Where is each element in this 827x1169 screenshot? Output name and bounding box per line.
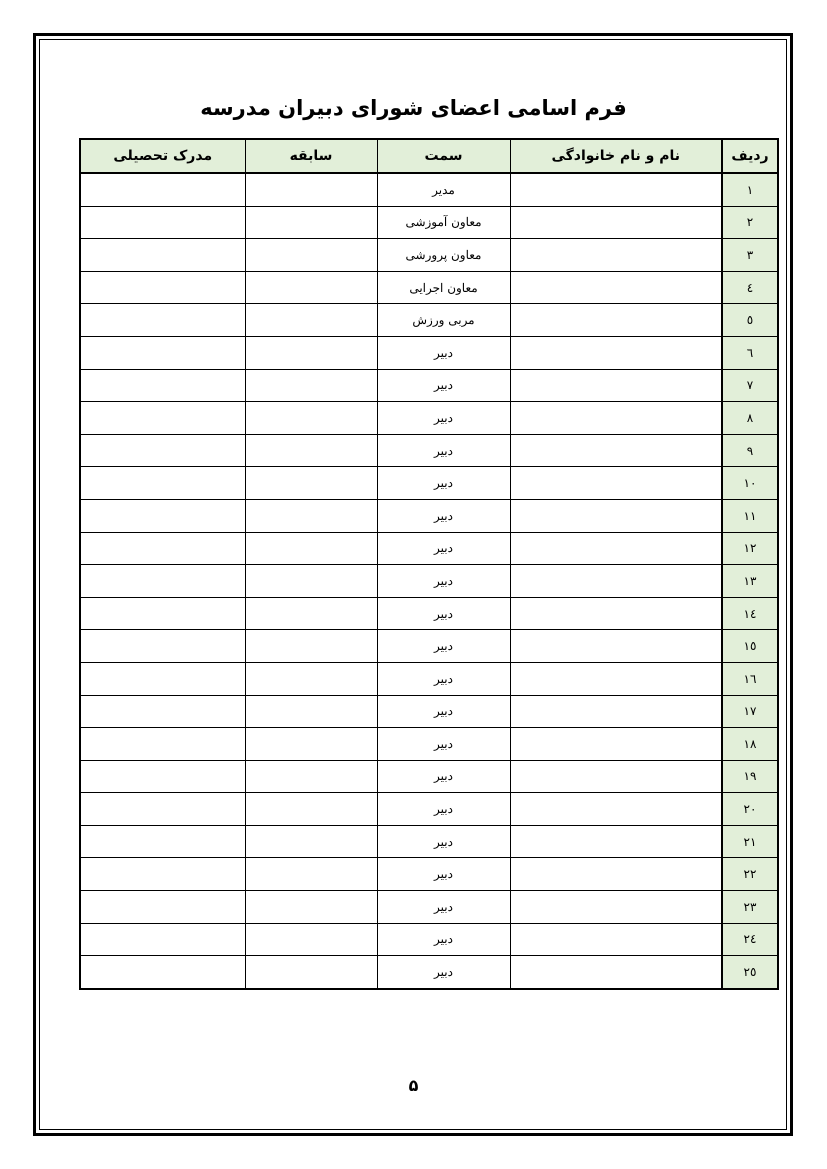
full-name-cell[interactable]: [510, 858, 722, 891]
position-cell: دبیر: [377, 369, 510, 402]
table-row: [80, 173, 778, 206]
full-name-cell[interactable]: [510, 728, 722, 761]
experience-cell[interactable]: [245, 695, 377, 728]
row-number-cell: ۱۹: [722, 760, 778, 793]
row-number-cell: ۹: [722, 434, 778, 467]
row-number-cell: ۸: [722, 402, 778, 435]
header-degree: مدرک تحصیلی: [80, 139, 245, 173]
experience-cell[interactable]: [245, 239, 377, 272]
experience-cell[interactable]: [245, 565, 377, 598]
position-cell: دبیر: [377, 728, 510, 761]
experience-cell[interactable]: [245, 206, 377, 239]
full-name-cell[interactable]: [510, 467, 722, 500]
header-experience: سابقه: [245, 139, 377, 173]
position-cell: معاون آموزشی: [377, 206, 510, 239]
page-number: ۵: [408, 1076, 419, 1095]
row-number-cell: ۱٥: [722, 630, 778, 663]
position-cell: دبیر: [377, 532, 510, 565]
experience-cell[interactable]: [245, 923, 377, 956]
experience-cell[interactable]: [245, 304, 377, 337]
degree-cell[interactable]: [80, 271, 245, 304]
position-cell: معاون پرورشی: [377, 239, 510, 272]
table-row: [80, 793, 778, 826]
full-name-cell[interactable]: [510, 760, 722, 793]
row-number-cell: ٦: [722, 336, 778, 369]
full-name-cell[interactable]: [510, 499, 722, 532]
row-number-cell: ٤: [722, 271, 778, 304]
table-row: [80, 499, 778, 532]
table-row: [80, 923, 778, 956]
row-number-cell: ٢٤: [722, 923, 778, 956]
degree-cell[interactable]: [80, 760, 245, 793]
position-cell: دبیر: [377, 467, 510, 500]
row-number-cell: ۱۷: [722, 695, 778, 728]
experience-cell[interactable]: [245, 728, 377, 761]
full-name-cell[interactable]: [510, 565, 722, 598]
position-cell: دبیر: [377, 858, 510, 891]
table-row: [80, 760, 778, 793]
experience-cell[interactable]: [245, 662, 377, 695]
degree-cell[interactable]: [80, 304, 245, 337]
position-cell: دبیر: [377, 597, 510, 630]
row-number-cell: ۲۱: [722, 825, 778, 858]
full-name-cell[interactable]: [510, 630, 722, 663]
position-cell: دبیر: [377, 662, 510, 695]
full-name-cell[interactable]: [510, 923, 722, 956]
degree-cell[interactable]: [80, 728, 245, 761]
header-position: سمت: [377, 139, 510, 173]
row-number-cell: ۲۰: [722, 793, 778, 826]
table-row: [80, 206, 778, 239]
position-cell: دبیر: [377, 695, 510, 728]
full-name-cell[interactable]: [510, 206, 722, 239]
full-name-cell[interactable]: [510, 793, 722, 826]
position-cell: معاون اجرایی: [377, 271, 510, 304]
degree-cell[interactable]: [80, 336, 245, 369]
experience-cell[interactable]: [245, 532, 377, 565]
experience-cell[interactable]: [245, 271, 377, 304]
experience-cell[interactable]: [245, 793, 377, 826]
position-cell: مدیر: [377, 173, 510, 206]
table-row: [80, 304, 778, 337]
degree-cell[interactable]: [80, 467, 245, 500]
position-cell: دبیر: [377, 891, 510, 924]
table-header-row: [80, 139, 778, 173]
experience-cell[interactable]: [245, 760, 377, 793]
table-row: [80, 662, 778, 695]
degree-cell[interactable]: [80, 532, 245, 565]
experience-cell[interactable]: [245, 825, 377, 858]
experience-cell[interactable]: [245, 597, 377, 630]
table-row: [80, 434, 778, 467]
table-row: [80, 825, 778, 858]
full-name-cell[interactable]: [510, 271, 722, 304]
row-number-cell: ١٤: [722, 597, 778, 630]
position-cell: دبیر: [377, 402, 510, 435]
full-name-cell[interactable]: [510, 402, 722, 435]
degree-cell[interactable]: [80, 206, 245, 239]
table-body: [80, 173, 778, 989]
table-row: [80, 336, 778, 369]
experience-cell[interactable]: [245, 467, 377, 500]
experience-cell[interactable]: [245, 369, 377, 402]
row-number-cell: ۱: [722, 173, 778, 206]
degree-cell[interactable]: [80, 793, 245, 826]
degree-cell[interactable]: [80, 369, 245, 402]
row-number-cell: ١٦: [722, 662, 778, 695]
experience-cell[interactable]: [245, 402, 377, 435]
row-number-cell: ٥: [722, 304, 778, 337]
experience-cell[interactable]: [245, 956, 377, 989]
degree-cell[interactable]: [80, 630, 245, 663]
row-number-cell: ۱۰: [722, 467, 778, 500]
table-row: [80, 565, 778, 598]
table-row: [80, 467, 778, 500]
degree-cell[interactable]: [80, 695, 245, 728]
header-row-number: ردیف: [722, 139, 778, 173]
full-name-cell[interactable]: [510, 532, 722, 565]
row-number-cell: ۱۱: [722, 499, 778, 532]
position-cell: دبیر: [377, 565, 510, 598]
row-number-cell: ۱۸: [722, 728, 778, 761]
experience-cell[interactable]: [245, 891, 377, 924]
full-name-cell[interactable]: [510, 304, 722, 337]
experience-cell[interactable]: [245, 336, 377, 369]
experience-cell[interactable]: [245, 630, 377, 663]
table-row: [80, 402, 778, 435]
full-name-cell[interactable]: [510, 597, 722, 630]
experience-cell[interactable]: [245, 434, 377, 467]
table-row: [80, 271, 778, 304]
table-row: [80, 532, 778, 565]
full-name-cell[interactable]: [510, 825, 722, 858]
degree-cell[interactable]: [80, 956, 245, 989]
degree-cell[interactable]: [80, 923, 245, 956]
position-cell: دبیر: [377, 956, 510, 989]
page-title: فرم اسامی اعضای شورای دبیران مدرسه: [200, 96, 627, 120]
experience-cell[interactable]: [245, 858, 377, 891]
table-row: [80, 728, 778, 761]
degree-cell[interactable]: [80, 662, 245, 695]
position-cell: دبیر: [377, 434, 510, 467]
experience-cell[interactable]: [245, 173, 377, 206]
position-cell: دبیر: [377, 760, 510, 793]
position-cell: مربی ورزش: [377, 304, 510, 337]
degree-cell[interactable]: [80, 565, 245, 598]
degree-cell[interactable]: [80, 825, 245, 858]
row-number-cell: ۷: [722, 369, 778, 402]
full-name-cell[interactable]: [510, 662, 722, 695]
position-cell: دبیر: [377, 825, 510, 858]
degree-cell[interactable]: [80, 597, 245, 630]
degree-cell[interactable]: [80, 891, 245, 924]
table-row: [80, 630, 778, 663]
row-number-cell: ۲٥: [722, 956, 778, 989]
degree-cell[interactable]: [80, 858, 245, 891]
row-number-cell: ۱۳: [722, 565, 778, 598]
degree-cell[interactable]: [80, 173, 245, 206]
table-row: [80, 858, 778, 891]
full-name-cell[interactable]: [510, 336, 722, 369]
position-cell: دبیر: [377, 630, 510, 663]
full-name-cell[interactable]: [510, 695, 722, 728]
row-number-cell: ۲۲: [722, 858, 778, 891]
position-cell: دبیر: [377, 923, 510, 956]
degree-cell[interactable]: [80, 434, 245, 467]
degree-cell[interactable]: [80, 499, 245, 532]
council-members-table: [79, 138, 779, 990]
table-row: [80, 597, 778, 630]
full-name-cell[interactable]: [510, 173, 722, 206]
position-cell: دبیر: [377, 336, 510, 369]
table-row: [80, 239, 778, 272]
full-name-cell[interactable]: [510, 369, 722, 402]
row-number-cell: ۱۲: [722, 532, 778, 565]
table-row: [80, 369, 778, 402]
full-name-cell[interactable]: [510, 434, 722, 467]
degree-cell[interactable]: [80, 239, 245, 272]
degree-cell[interactable]: [80, 402, 245, 435]
experience-cell[interactable]: [245, 499, 377, 532]
row-number-cell: ۳: [722, 239, 778, 272]
full-name-cell[interactable]: [510, 891, 722, 924]
row-number-cell: ۲: [722, 206, 778, 239]
table-row: [80, 891, 778, 924]
position-cell: دبیر: [377, 793, 510, 826]
row-number-cell: ۲۳: [722, 891, 778, 924]
table-row: [80, 956, 778, 989]
header-full-name: نام و نام خانوادگی: [510, 139, 722, 173]
position-cell: دبیر: [377, 499, 510, 532]
table-row: [80, 695, 778, 728]
full-name-cell[interactable]: [510, 956, 722, 989]
full-name-cell[interactable]: [510, 239, 722, 272]
